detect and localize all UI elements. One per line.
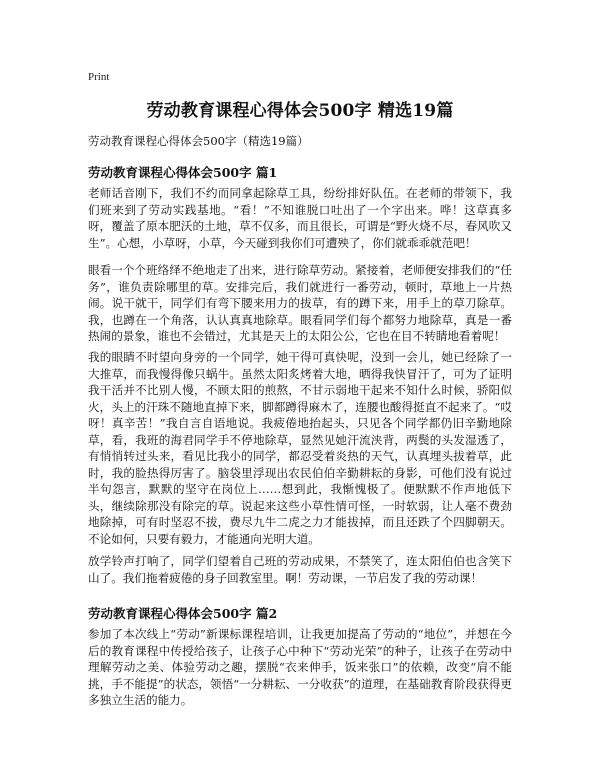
page-title: 劳动教育课程心得体会500字 精选19篇 — [146, 101, 454, 121]
section-heading-2: 劳动教育课程心得体会500字 篇2 — [88, 606, 278, 621]
paragraph: 放学铃声打响了，同学们望着自己班的劳动成果，不禁笑了，连太阳伯伯也含笑下山了。我们拖着疲倦的身子回教室里。啊！劳动课，一节启发了我的劳动课！ — [88, 554, 512, 585]
print-link[interactable]: Print — [88, 71, 110, 83]
paragraph: 我的眼睛不时望向身旁的一个同学，她干得可真快呢，没到一会儿，她已经除了一大推草，而我慢得像只蜗牛。虽然太阳炙烤着大地，晒得我快冒汗了，可为了证明我干活并不比别人慢，不顾太阳的煎熬，不甘示弱地干起来不知什么时候，骄阳似火，头上的汗珠不随地直掉下来，脚都蹲得麻木了，连腰也酸得挺直不起来了。“哎呀！真辛苦！”我自言自语地说。我疲倦地抬起头，只见各个同学都仍旧辛勤地除草，看，我班的海君同学手不停地除草，显然见她汗流浃背，两鬓的头发湿透了，有悄悄转过头来，看见比我小的同学，都忍受着炎热的天气，认真埋头拔着草，此时，我的脸热得厉害了。脑袋里浮现出农民伯伯辛勤耕耘的身影，可他们没有说过半句怨言，默默的坚守在岗位上……想到此，我惭愧极了。便默默不作声地低下头，继续除那没有除完的草。说起来这些小草性情可怪，一时软弱，让人毫不费劲地除掉，可有时坚忍不拔，费尽九牛二虎之力才能拔掉，而且还跌了个四脚朝天。不论如何，只要有毅力，才能通向光明大道。 — [88, 350, 512, 546]
paragraph: 眼看一个个班络绎不绝地走了出来，进行除草劳动。紧接着，老师便安排我们的“任务”，谁负责除哪里的草。安排完后，我们就进行一番劳动，顿时，草地上一片热闹。说干就干，同学们有弯下腰来用力的拔草，有的蹲下来，用手上的草刀除草。我，也蹲在一个角落，认认真真地除草。眼看同学们每个都努力地除草，真是一番热闹的景象，谁也不会错过，尤其是天上的太阳公公，它也在目不转睛地看着呢！ — [88, 263, 512, 343]
document-subtitle: 劳动教育课程心得体会500字（精选19篇） — [88, 134, 309, 148]
section-heading-1: 劳动教育课程心得体会500字 篇1 — [88, 165, 278, 180]
paragraph: 老师话音刚下，我们不约而同拿起除草工具，纷纷排好队伍。在老师的带领下，我们班来到了劳动实践基地。“看！”不知谁脱口吐出了一个字出来。哗！这草真多呀，覆盖了原本肥沃的土地，草不仅多，而且很长，可谓是“野火烧不尽，春风吹又生”。心想，小草呀，小草，今天碰到我你们可遭殃了，你们就乖乖就范吧！ — [88, 186, 512, 250]
paragraph: 参加了本次线上“劳动”新课标课程培训，让我更加提高了劳动的“地位”，并想在今后的教育课程中传授给孩子，让孩子心中种下“劳动光荣”的种子，让孩子在劳动中理解劳动之美、体验劳动之趣，摆脱“衣来伸手，饭来张口”的依赖，改变“肩不能挑，手不能提”的状态，领悟“一分耕耘、一分收获”的道理，在基础教育阶段获得更多独立生活的能力。 — [88, 627, 512, 707]
